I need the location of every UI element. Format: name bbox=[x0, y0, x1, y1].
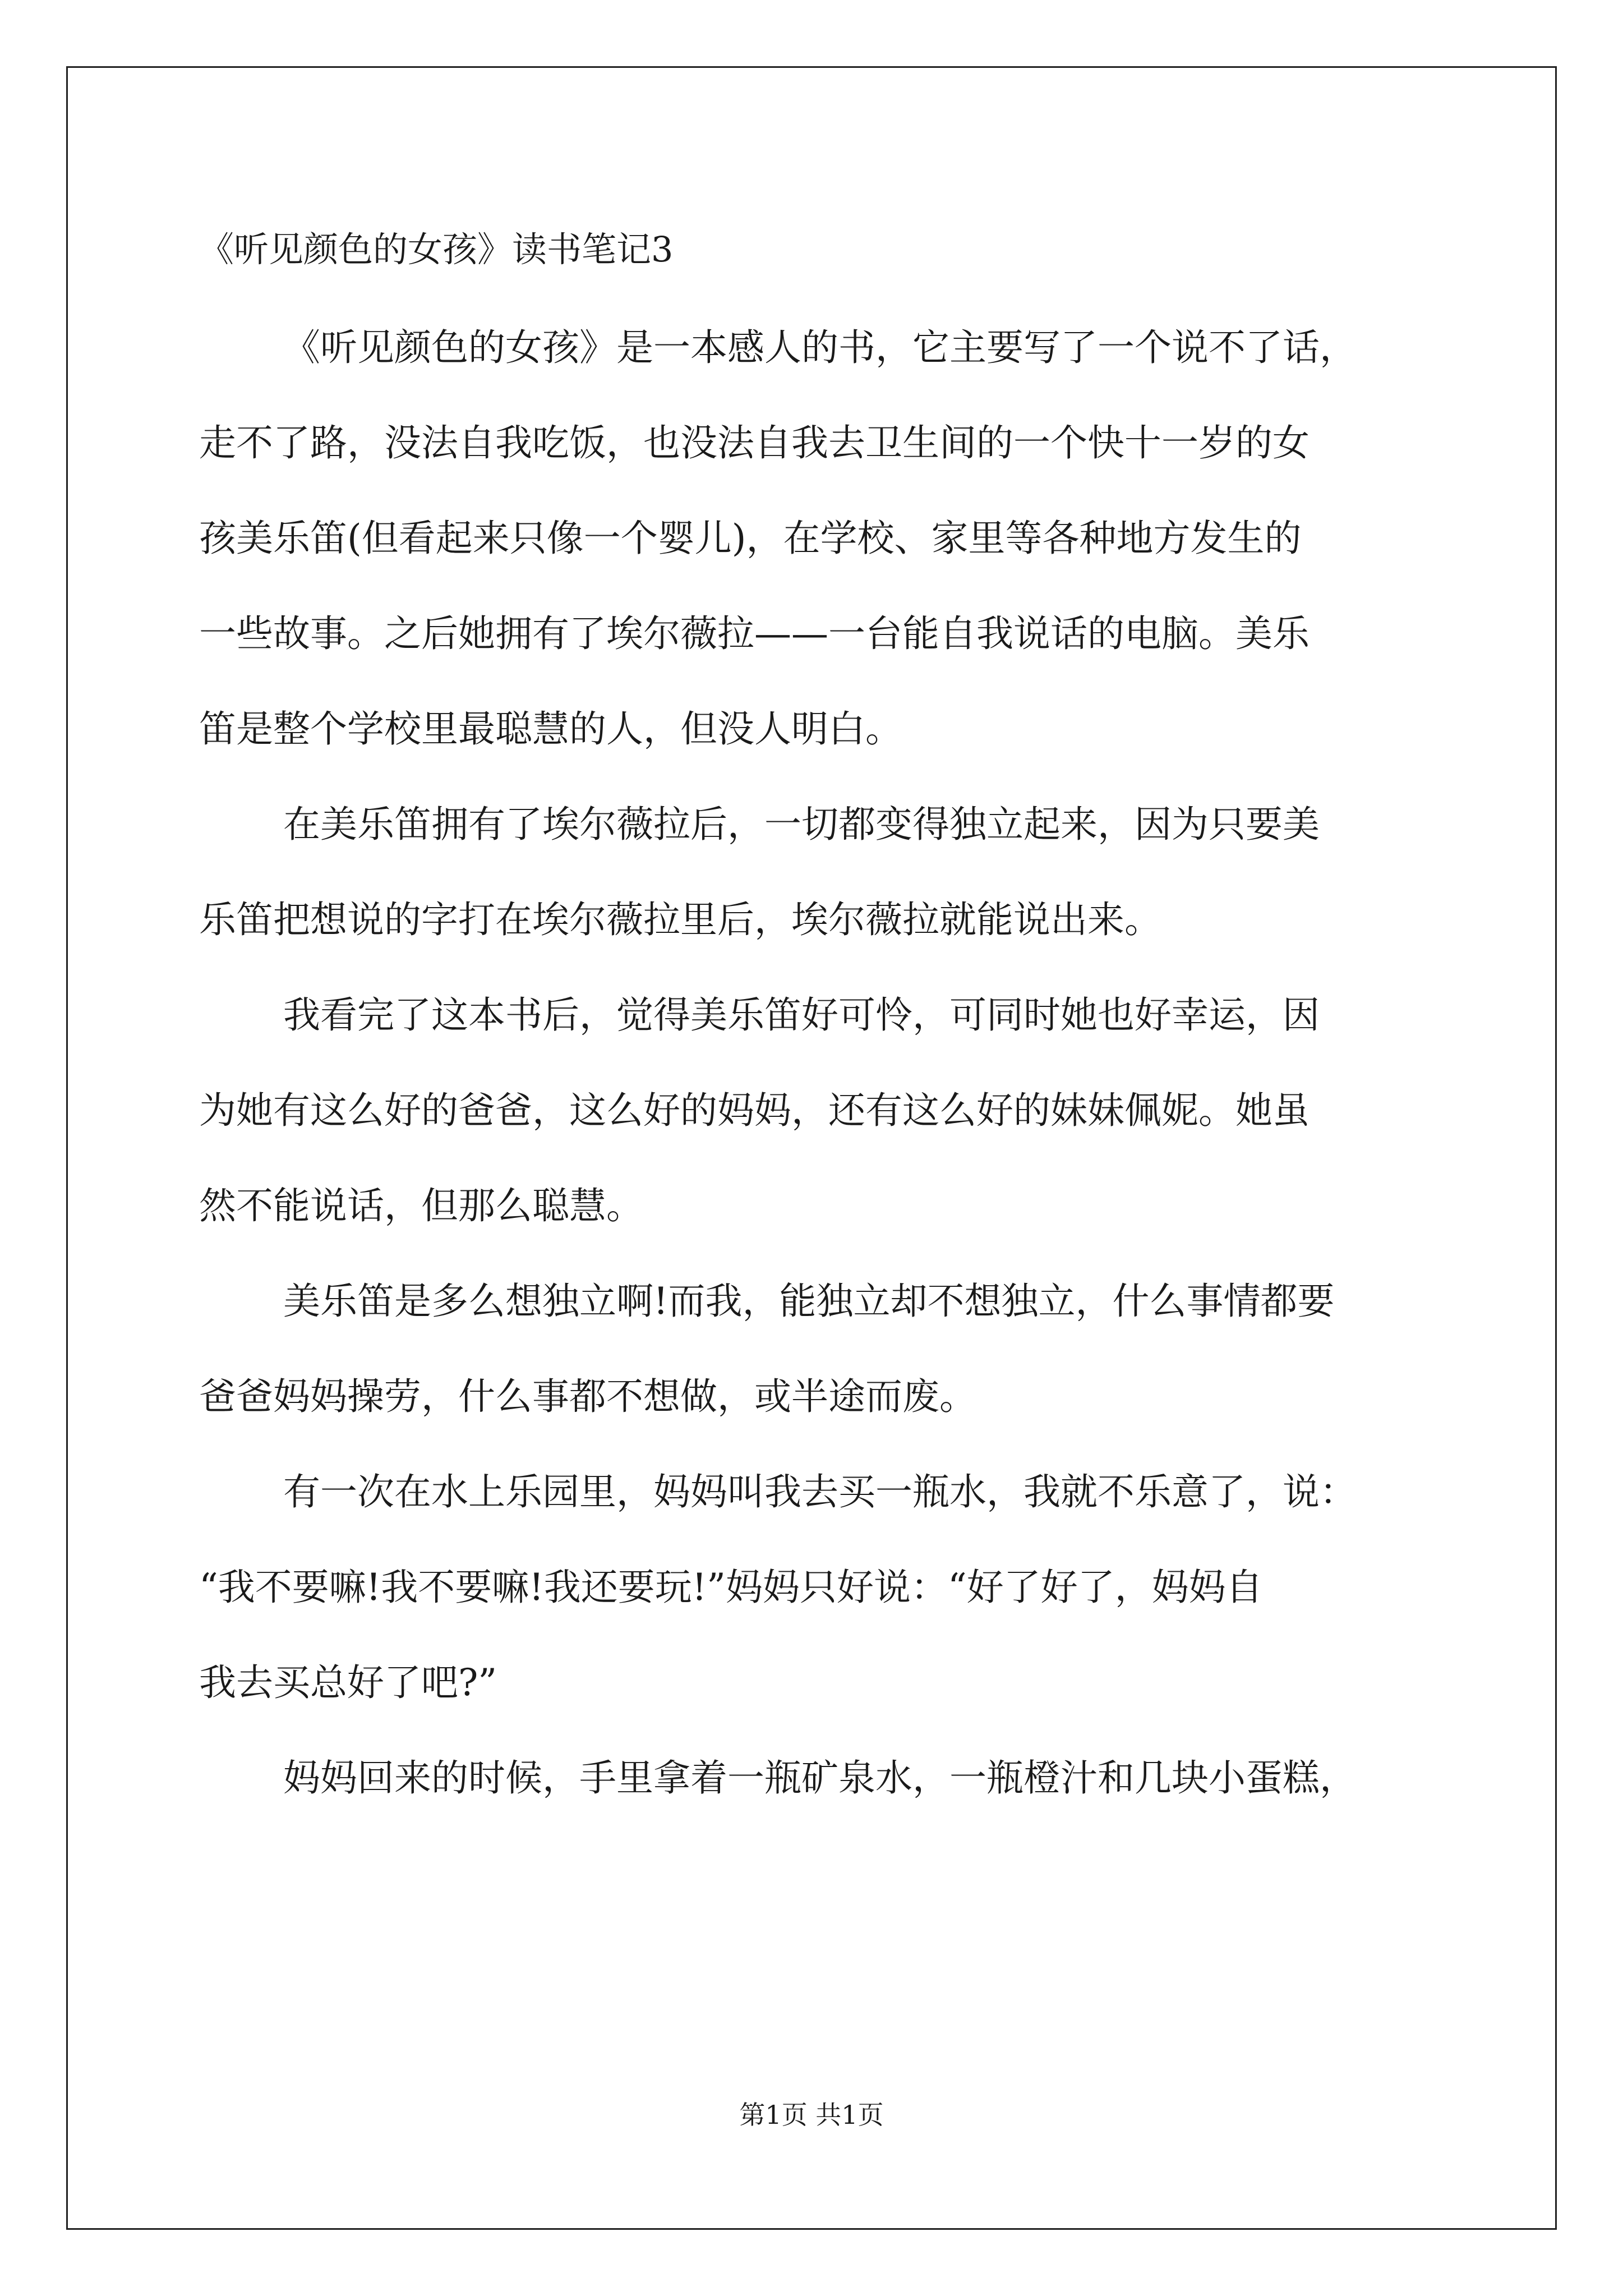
body-line: 美乐笛是多么想独立啊!而我，能独立却不想独立，什么事情都要 bbox=[283, 1280, 1335, 1323]
body-line: 孩美乐笛(但看起来只像一个婴儿)，在学校、家里等各种地方发生的 bbox=[199, 517, 1302, 560]
body-line: 爸爸妈妈操劳，什么事都不想做，或半途而废。 bbox=[199, 1375, 976, 1418]
body-line: 我去买总好了吧?” bbox=[199, 1661, 497, 1704]
body-line: 一些故事。之后她拥有了埃尔薇拉——一台能自我说话的电脑。美乐 bbox=[199, 612, 1310, 655]
body-line: 《听见颜色的女孩》是一本感人的书，它主要写了一个说不了话， bbox=[283, 326, 1357, 369]
body-line: 妈妈回来的时候，手里拿着一瓶矿泉水，一瓶橙汁和几块小蛋糕， bbox=[283, 1756, 1357, 1800]
document-title: 《听见颜色的女孩》读书笔记3 bbox=[199, 229, 674, 270]
page-border bbox=[66, 66, 1557, 2230]
body-line: 然不能说话，但那么聪慧。 bbox=[199, 1184, 643, 1227]
body-line: “我不要嘛!我不要嘛!我还要玩!”妈妈只好说：“好了好了，妈妈自 bbox=[199, 1566, 1263, 1609]
page-footer: 第1页 共1页 bbox=[739, 2100, 884, 2130]
body-line: 乐笛把想说的字打在埃尔薇拉里后，埃尔薇拉就能说出来。 bbox=[199, 898, 1161, 941]
body-line: 在美乐笛拥有了埃尔薇拉后，一切都变得独立起来，因为只要美 bbox=[283, 803, 1320, 846]
body-line: 有一次在水上乐园里，妈妈叫我去买一瓶水，我就不乐意了，说： bbox=[283, 1470, 1357, 1513]
body-line: 笛是整个学校里最聪慧的人，但没人明白。 bbox=[199, 707, 902, 751]
body-line: 为她有这么好的爸爸，这么好的妈妈，还有这么好的妹妹佩妮。她虽 bbox=[199, 1089, 1310, 1132]
body-line: 我看完了这本书后，觉得美乐笛好可怜，可同时她也好幸运，因 bbox=[283, 993, 1320, 1037]
body-line: 走不了路，没法自我吃饭，也没法自我去卫生间的一个快十一岁的女 bbox=[199, 421, 1310, 464]
